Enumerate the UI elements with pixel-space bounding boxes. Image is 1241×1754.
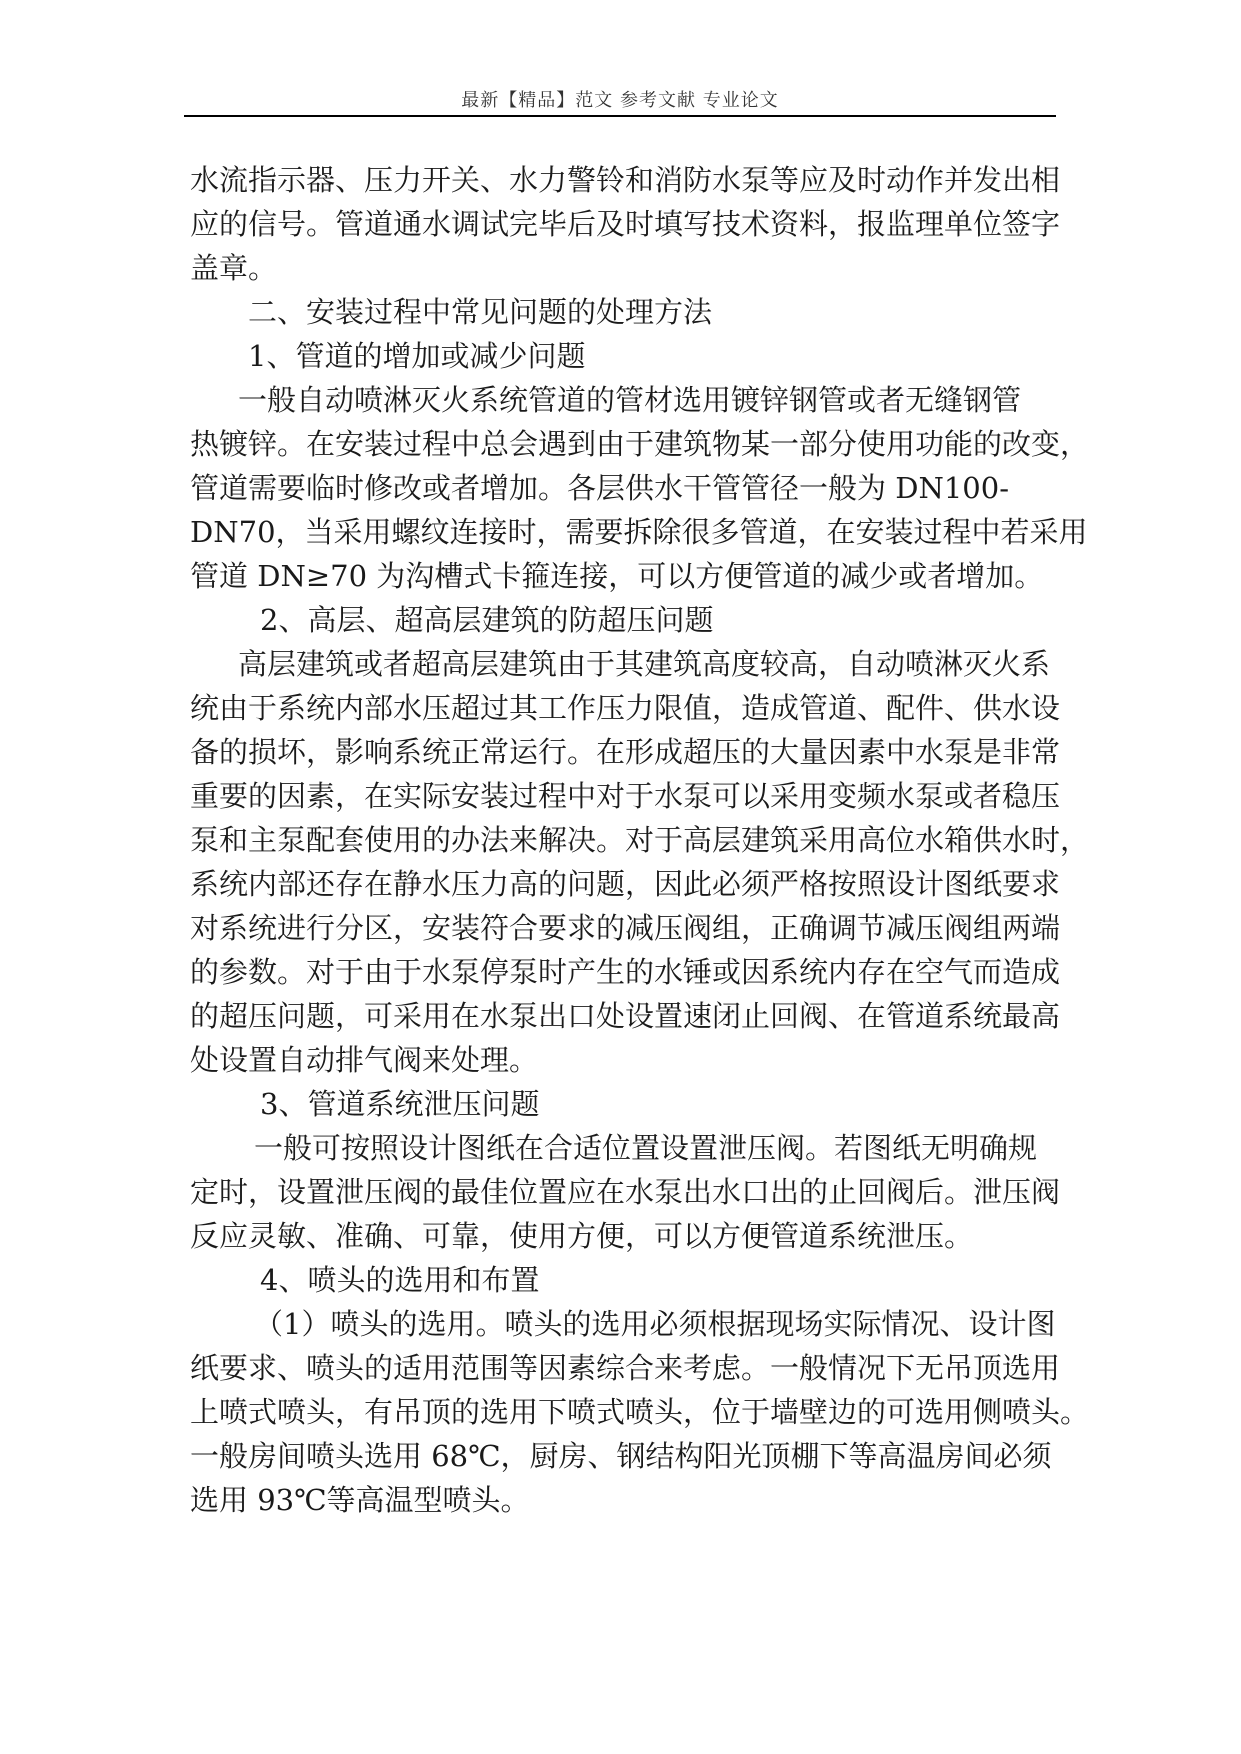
paragraph-line: 系统内部还存在静水压力高的问题，因此必须严格按照设计图纸要求 (190, 867, 1061, 901)
paragraph-line: 定时，设置泄压阀的最佳位置应在水泵出水口出的止回阀后。泄压阀 (190, 1175, 1061, 1209)
subsection-heading: 2、高层、超高层建筑的防超压问题 (260, 603, 714, 637)
paragraph-line: 的参数。对于由于水泵停泵时产生的水锤或因系统内存在空气而造成 (190, 955, 1061, 989)
paragraph-line: 管道 DN≥70 为沟槽式卡箍连接，可以方便管道的减少或者增加。 (190, 559, 1044, 593)
paragraph-line: 管道需要临时修改或者增加。各层供水干管管径一般为 DN100- (190, 471, 1009, 505)
paragraph-line: 盖章。 (190, 251, 278, 285)
paragraph-line: 选用 93℃等高温型喷头。 (190, 1483, 530, 1517)
paragraph-line: 热镀锌。在安装过程中总会遇到由于建筑物某一部分使用功能的改变， (190, 427, 1090, 461)
subsection-heading: 1、管道的增加或减少问题 (248, 339, 586, 373)
paragraph-line: 一般可按照设计图纸在合适位置设置泄压阀。若图纸无明确规 (254, 1131, 1038, 1165)
paragraph-line: 重要的因素，在实际安装过程中对于水泵可以采用变频水泵或者稳压 (190, 779, 1061, 813)
paragraph-line: 一般自动喷淋灭火系统管道的管材选用镀锌钢管或者无缝钢管 (238, 383, 1022, 417)
section-heading: 二、安装过程中常见问题的处理方法 (248, 295, 713, 329)
paragraph-line: 上喷式喷头，有吊顶的选用下喷式喷头，位于墙壁边的可选用侧喷头。 (190, 1395, 1090, 1429)
paragraph-line: 统由于系统内部水压超过其工作压力限值，造成管道、配件、供水设 (190, 691, 1061, 725)
document-body (190, 158, 1090, 1522)
paragraph-line: 高层建筑或者超高层建筑由于其建筑高度较高，自动喷淋灭火系 (238, 647, 1051, 681)
paragraph-line: 对系统进行分区，安装符合要求的减压阀组，正确调节减压阀组两端 (190, 911, 1061, 945)
paragraph-line: 纸要求、喷头的适用范围等因素综合来考虑。一般情况下无吊顶选用 (190, 1351, 1061, 1385)
paragraph-line: 泵和主泵配套使用的办法来解决。对于高层建筑采用高位水箱供水时， (190, 823, 1090, 857)
page-header: 最新【精品】范文 参考文献 专业论文 (461, 90, 779, 111)
paragraph-line: 的超压问题，可采用在水泵出口处设置速闭止回阀、在管道系统最高 (190, 999, 1061, 1033)
paragraph-line: 反应灵敏、准确、可靠，使用方便，可以方便管道系统泄压。 (190, 1219, 974, 1253)
header-divider (184, 115, 1056, 117)
paragraph-line: 一般房间喷头选用 68℃，厨房、钢结构阳光顶棚下等高温房间必须 (190, 1439, 1052, 1473)
subsection-heading: 4、喷头的选用和布置 (260, 1263, 540, 1297)
paragraph-line: DN70，当采用螺纹连接时，需要拆除很多管道，在安装过程中若采用 (190, 515, 1088, 549)
paragraph-line: 处设置自动排气阀来处理。 (190, 1043, 539, 1077)
subsection-heading: 3、管道系统泄压问题 (260, 1087, 540, 1121)
paragraph-line: 应的信号。管道通水调试完毕后及时填写技术资料，报监理单位签字 (190, 207, 1061, 241)
paragraph-line: 水流指示器、压力开关、水力警铃和消防水泵等应及时动作并发出相 (190, 163, 1061, 197)
paragraph-line: 备的损坏，影响系统正常运行。在形成超压的大量因素中水泵是非常 (190, 735, 1061, 769)
paragraph-line: （1）喷头的选用。喷头的选用必须根据现场实际情况、设计图 (254, 1307, 1056, 1341)
